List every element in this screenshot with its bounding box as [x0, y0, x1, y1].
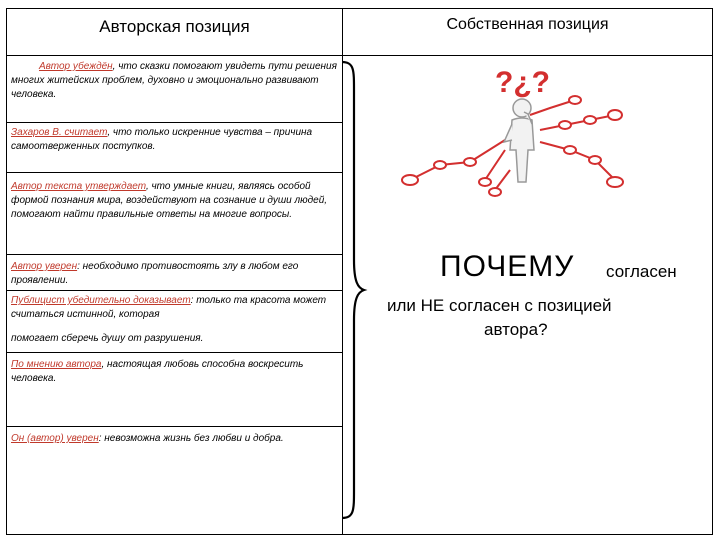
agree-word: согласен: [606, 262, 677, 281]
entry-lead: Автор текста утверждает: [11, 181, 146, 192]
row-divider: [7, 352, 342, 353]
entry-text: помогает сберечь душу от разрушения.: [11, 333, 204, 344]
entry-lead: Он (автор) уверен: [11, 433, 99, 444]
author-entry: [7, 332, 342, 346]
entry-text: , что сказки помогают увидеть пути решения многих житейских проблем, духовно и эмоционально развивают человека.: [11, 61, 337, 100]
author-entry: [7, 126, 342, 154]
question-line-3: автора?: [484, 320, 548, 339]
entry-lead: Публицист убедительно доказывает: [11, 295, 191, 306]
own-position-title: Собственная позиция: [446, 16, 609, 33]
own-position-header: [343, 8, 713, 56]
thinking-figure-icon: [400, 70, 640, 200]
question-line-2: или НЕ согласен с позицией: [387, 296, 612, 315]
author-position-title: Авторская позиция: [99, 17, 250, 36]
question-marks: ?¿?: [495, 70, 550, 99]
why-heading: ПОЧЕМУ: [440, 250, 575, 283]
entry-text: : только та красота может считаться истинной, которая: [11, 295, 327, 320]
entry-text: , что только искренние чувства – причина самоотверженных поступков.: [11, 127, 313, 152]
entry-lead: По мнению автора: [11, 359, 102, 370]
author-entry: [7, 432, 342, 446]
entry-lead: Автор убеждён: [39, 61, 113, 72]
entry-text: : необходимо противостоять злу в любом его проявлении.: [11, 261, 299, 286]
author-entry: [7, 180, 342, 222]
row-divider: [7, 172, 342, 173]
author-entry: [7, 358, 342, 386]
author-entry: [7, 260, 342, 288]
author-entry: [7, 294, 342, 322]
row-divider: [7, 122, 342, 123]
entry-text: , настоящая любовь способна воскресить человека.: [11, 359, 304, 384]
entry-lead: Автор уверен: [11, 261, 78, 272]
author-entry: [7, 60, 342, 102]
row-divider: [7, 290, 342, 291]
row-divider: [7, 426, 342, 427]
entry-text: : невозможна жизнь без любви и добра.: [98, 433, 284, 444]
author-position-column: [6, 56, 343, 535]
curly-brace-icon: [338, 60, 368, 520]
entry-lead: Захаров В. считает: [11, 127, 108, 138]
author-position-header: [6, 8, 343, 56]
entry-text: , что умные книги, являясь особой формой познания мира, воздействуют на сознание и души людей, помогают найти правильные ответы на многие вопросы.: [11, 181, 328, 220]
row-divider: [7, 254, 342, 255]
